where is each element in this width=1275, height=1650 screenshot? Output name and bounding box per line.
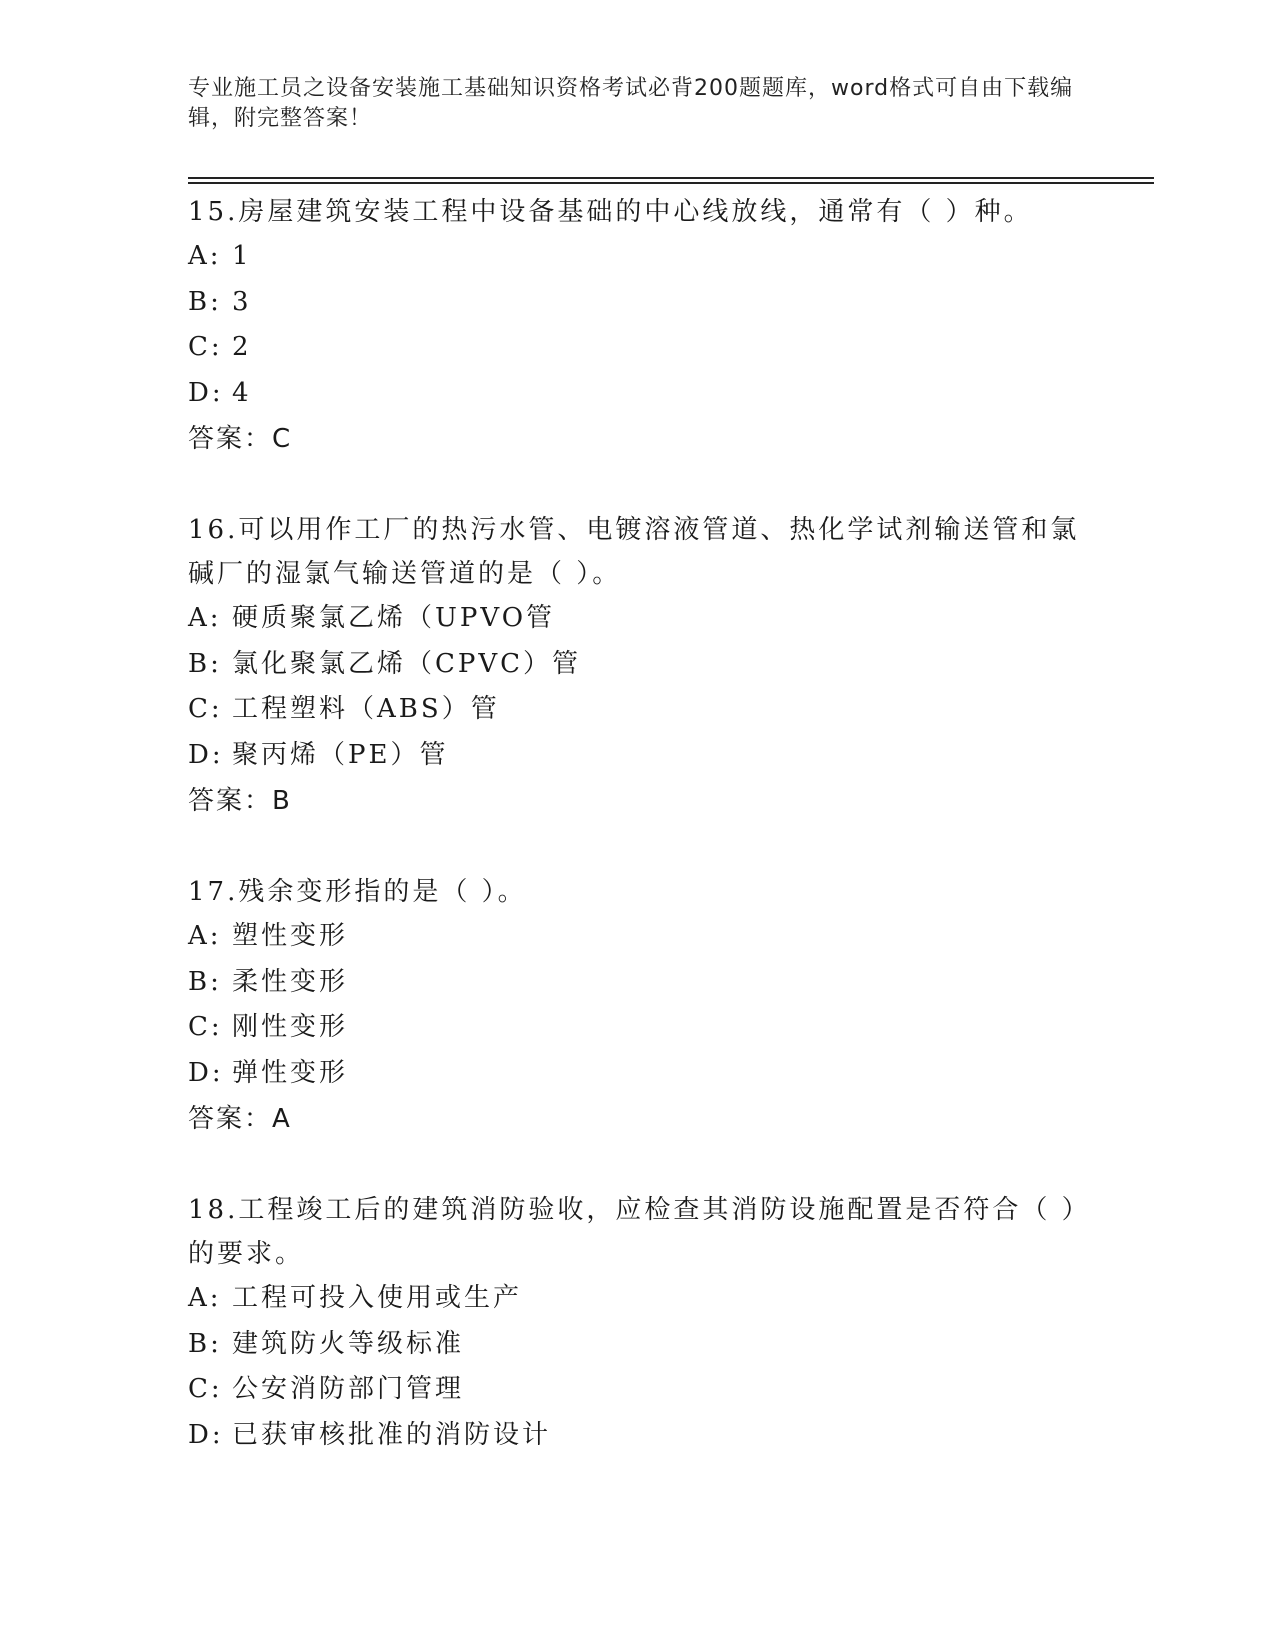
question-16 [188, 508, 1088, 824]
question-title: 15.房屋建筑安装工程中设备基础的中心线放线，通常有（ ）种。 [188, 197, 1033, 227]
option-key: D: [188, 1419, 224, 1450]
option-c [188, 1367, 1088, 1413]
option-key: D: [188, 1057, 224, 1088]
option-b [188, 960, 1088, 1006]
option-text: 4 [232, 377, 252, 408]
option-text: 塑性变形 [232, 921, 349, 951]
option-text: 2 [232, 332, 252, 362]
option-key: A: [188, 1283, 222, 1313]
option-text: 氯化聚氯乙烯（CPVC）管 [232, 648, 582, 679]
option-b [188, 1322, 1088, 1368]
option-text: 工程塑料（ABS）管 [232, 694, 500, 724]
option-key: B: [188, 966, 222, 997]
option-c [188, 1005, 1088, 1051]
question-title: 16.可以用作工厂的热污水管、电镀溶液管道、热化学试剂输送管和氯碱厂的湿氯气输送管道的是（ ）。 [188, 515, 1080, 589]
option-text: 1 [232, 241, 252, 271]
option-key: A: [188, 921, 222, 951]
question-title: 17.残余变形指的是（ ）。 [188, 877, 527, 907]
option-key: B: [188, 1328, 222, 1359]
answer-line: 答案：A [188, 1104, 292, 1134]
option-b [188, 642, 1088, 688]
question-17 [188, 870, 1088, 1142]
option-text: 3 [232, 286, 252, 317]
option-a [188, 1276, 1088, 1322]
option-key: C: [188, 332, 223, 362]
question-15 [188, 190, 1088, 462]
option-text: 硬质聚氯乙烯（UPVO管 [232, 603, 556, 633]
option-text: 弹性变形 [232, 1057, 349, 1088]
answer-line: 答案：B [188, 786, 292, 816]
option-text: 聚丙烯（PE）管 [232, 739, 449, 770]
option-key: C: [188, 1012, 223, 1042]
option-text: 柔性变形 [232, 966, 349, 997]
option-text: 工程可投入使用或生产 [232, 1283, 523, 1313]
option-key: D: [188, 377, 224, 408]
option-key: C: [188, 694, 223, 724]
question-18 [188, 1188, 1088, 1458]
question-title: 18.工程竣工后的建筑消防验收，应检查其消防设施配置是否符合（ ）的要求。 [188, 1195, 1078, 1269]
option-list [188, 596, 1088, 778]
option-text: 已获审核批准的消防设计 [232, 1419, 552, 1450]
option-d [188, 733, 1088, 779]
option-c [188, 325, 1088, 371]
option-d [188, 371, 1088, 417]
option-b [188, 280, 1088, 326]
option-d [188, 1413, 1088, 1459]
option-key: B: [188, 648, 222, 679]
option-list [188, 914, 1088, 1096]
option-list [188, 234, 1088, 416]
option-a [188, 234, 1088, 280]
header-divider [188, 177, 1154, 184]
option-a [188, 596, 1088, 642]
document-header: 专业施工员之设备安装施工基础知识资格考试必背200题题库，word格式可自由下载编辑，附完整答案！ [188, 76, 1074, 131]
option-key: A: [188, 241, 222, 271]
option-text: 建筑防火等级标准 [232, 1328, 465, 1359]
option-text: 刚性变形 [232, 1012, 349, 1042]
question-list [188, 190, 1088, 1504]
option-c [188, 687, 1088, 733]
answer-line: 答案：C [188, 424, 293, 454]
option-key: D: [188, 739, 224, 770]
option-list [188, 1276, 1088, 1458]
option-d [188, 1051, 1088, 1097]
option-key: B: [188, 286, 222, 317]
option-key: A: [188, 603, 222, 633]
divider-line-bottom [188, 182, 1154, 184]
option-text: 公安消防部门管理 [232, 1374, 465, 1404]
option-key: C: [188, 1374, 223, 1404]
divider-line-top [188, 177, 1154, 179]
option-a [188, 914, 1088, 960]
